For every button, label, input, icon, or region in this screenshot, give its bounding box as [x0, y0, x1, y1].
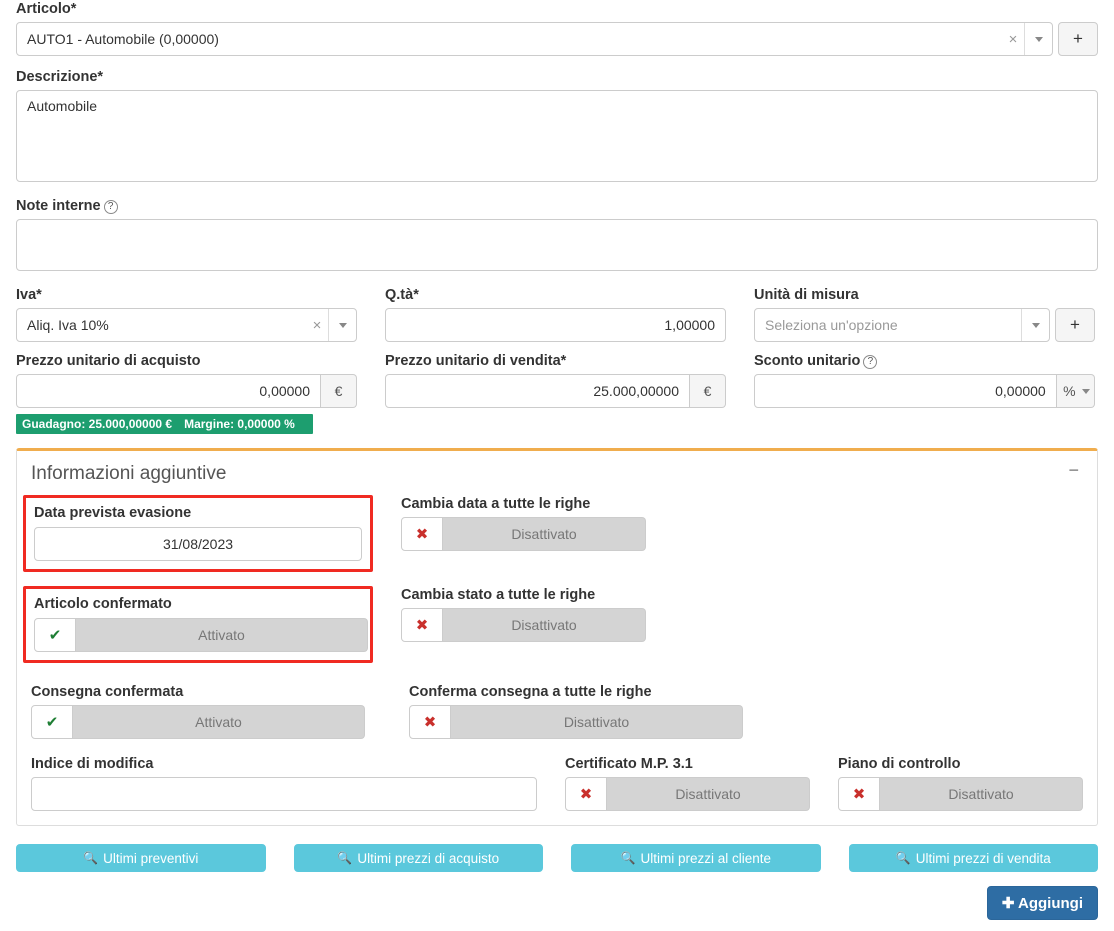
- piano-controllo-label: Piano di controllo: [838, 756, 961, 772]
- conferma-consegna-tutte-field: [409, 683, 743, 739]
- articolo-confermato-toggle[interactable]: [34, 618, 368, 652]
- descrizione-label: Descrizione*: [16, 69, 104, 85]
- piano-controllo-field: [838, 755, 1083, 811]
- form-footer: [16, 886, 1098, 920]
- add-articolo-button[interactable]: +: [1058, 22, 1098, 56]
- clear-icon[interactable]: ×: [1008, 30, 1018, 48]
- aggiungi-label: Aggiungi: [1018, 895, 1083, 912]
- prezzo-acquisto-field: [16, 352, 357, 434]
- prezzo-acquisto-label: Prezzo unitario di acquisto: [16, 353, 201, 369]
- sconto-input[interactable]: [754, 374, 1057, 408]
- ultimi-prezzi-acquisto-button[interactable]: [294, 844, 544, 872]
- articolo-select[interactable]: [16, 22, 1053, 56]
- currency-addon: €: [690, 374, 726, 408]
- descrizione-field: [16, 68, 1098, 185]
- ultimi-prezzi-vendita-label: Ultimi prezzi di vendita: [915, 850, 1051, 866]
- articolo-confermato-label: Articolo confermato: [34, 596, 172, 612]
- piano-controllo-toggle[interactable]: [838, 777, 1083, 811]
- search-icon: 🔍: [620, 851, 636, 865]
- check-icon[interactable]: ✔: [34, 618, 76, 652]
- indice-modifica-field: [31, 755, 537, 811]
- sconto-label: [754, 352, 1095, 370]
- note-interne-textarea[interactable]: [16, 219, 1098, 271]
- iva-label: Iva*: [16, 287, 42, 303]
- sconto-field: [754, 352, 1095, 434]
- certificato-toggle[interactable]: [565, 777, 810, 811]
- search-icon: 🔍: [895, 851, 911, 865]
- cambia-data-toggle[interactable]: [401, 517, 646, 551]
- iva-value: Aliq. Iva 10%: [27, 317, 109, 333]
- quantita-label: Q.tà*: [385, 287, 419, 303]
- articolo-value: AUTO1 - Automobile (0,00000): [27, 31, 219, 47]
- cambia-data-label: Cambia data a tutte le righe: [401, 496, 591, 512]
- plus-icon: ✚: [1001, 895, 1015, 912]
- info-buttons-row: [16, 844, 1098, 872]
- iva-field: [16, 286, 357, 342]
- sconto-unit-value: %: [1063, 383, 1076, 399]
- data-prevista-evasione-input[interactable]: [34, 527, 362, 561]
- data-prevista-evasione-label: Data prevista evasione: [34, 505, 192, 521]
- help-icon[interactable]: ?: [104, 200, 118, 214]
- unita-misura-label: Unità di misura: [754, 287, 859, 303]
- indice-modifica-label: Indice di modifica: [31, 756, 154, 772]
- search-icon: 🔍: [337, 851, 353, 865]
- certificato-state[interactable]: Disattivato: [607, 777, 810, 811]
- add-unita-misura-button[interactable]: +: [1055, 308, 1095, 342]
- conferma-consegna-tutte-state[interactable]: Disattivato: [451, 705, 743, 739]
- unita-misura-field: [754, 286, 1095, 342]
- quantita-input[interactable]: [385, 308, 726, 342]
- currency-addon: €: [321, 374, 357, 408]
- note-interne-label: [16, 197, 1098, 215]
- prezzo-vendita-input[interactable]: [385, 374, 690, 408]
- cambia-stato-label: Cambia stato a tutte le righe: [401, 587, 596, 603]
- search-icon: 🔍: [83, 851, 99, 865]
- prezzo-acquisto-input[interactable]: [16, 374, 321, 408]
- data-prevista-evasione-field: [23, 495, 373, 572]
- ultimi-prezzi-vendita-button[interactable]: [849, 844, 1099, 872]
- aggiungi-button[interactable]: [987, 886, 1098, 920]
- note-interne-label-text: Note interne: [16, 198, 101, 214]
- collapse-icon[interactable]: −: [1068, 460, 1079, 480]
- articolo-confermato-field: [23, 586, 373, 663]
- cambia-stato-field: [401, 586, 646, 663]
- panel-title: Informazioni aggiuntive: [31, 463, 227, 484]
- ultimi-preventivi-button[interactable]: [16, 844, 266, 872]
- cross-icon[interactable]: ✖: [838, 777, 880, 811]
- cambia-stato-toggle[interactable]: [401, 608, 646, 642]
- help-icon[interactable]: ?: [863, 355, 877, 369]
- informazioni-aggiuntive-panel: [16, 448, 1098, 826]
- piano-controllo-state[interactable]: Disattivato: [880, 777, 1083, 811]
- sconto-unit-select[interactable]: [1057, 374, 1095, 408]
- certificato-field: [565, 755, 810, 811]
- cross-icon[interactable]: ✖: [409, 705, 451, 739]
- chevron-down-icon[interactable]: [1024, 23, 1052, 55]
- articolo-label: Articolo*: [16, 1, 77, 17]
- descrizione-textarea[interactable]: [16, 90, 1098, 182]
- consegna-confermata-label: Consegna confermata: [31, 684, 184, 700]
- articolo-confermato-state[interactable]: Attivato: [76, 618, 368, 652]
- unita-misura-placeholder: Seleziona un'opzione: [765, 317, 898, 333]
- certificato-label: Certificato M.P. 3.1: [565, 756, 693, 772]
- gain-margin: Margine: 0,00000 %: [184, 417, 295, 431]
- articolo-field: [16, 0, 1098, 56]
- cross-icon[interactable]: ✖: [401, 517, 443, 551]
- prezzo-vendita-field: [385, 352, 726, 434]
- quantita-field: [385, 286, 726, 342]
- note-interne-field: [16, 197, 1098, 274]
- conferma-consegna-tutte-toggle[interactable]: [409, 705, 743, 739]
- sconto-label-text: Sconto unitario: [754, 353, 861, 369]
- unita-misura-select[interactable]: [754, 308, 1050, 342]
- consegna-confermata-field: [31, 683, 381, 739]
- consegna-confermata-toggle[interactable]: [31, 705, 365, 739]
- clear-icon[interactable]: ×: [312, 316, 322, 334]
- ultimi-preventivi-label: Ultimi preventivi: [103, 850, 199, 866]
- cambia-data-state[interactable]: Disattivato: [443, 517, 646, 551]
- gain-amount: Guadagno: 25.000,00000 €: [22, 417, 173, 431]
- gain-bar: [16, 414, 313, 434]
- chevron-down-icon[interactable]: [328, 309, 356, 341]
- cross-icon[interactable]: ✖: [565, 777, 607, 811]
- prezzo-vendita-label: Prezzo unitario di vendita*: [385, 353, 567, 369]
- cambia-data-field: [401, 495, 646, 572]
- indice-modifica-input[interactable]: [31, 777, 537, 811]
- chevron-down-icon[interactable]: [1021, 309, 1049, 341]
- cambia-stato-state[interactable]: Disattivato: [443, 608, 646, 642]
- ultimi-prezzi-cliente-button[interactable]: [571, 844, 821, 872]
- conferma-consegna-tutte-label: Conferma consegna a tutte le righe: [409, 684, 652, 700]
- check-icon[interactable]: ✔: [31, 705, 73, 739]
- iva-select[interactable]: [16, 308, 357, 342]
- ultimi-prezzi-acquisto-label: Ultimi prezzi di acquisto: [357, 850, 500, 866]
- cross-icon[interactable]: ✖: [401, 608, 443, 642]
- consegna-confermata-state[interactable]: Attivato: [73, 705, 365, 739]
- ultimi-prezzi-cliente-label: Ultimi prezzi al cliente: [640, 850, 771, 866]
